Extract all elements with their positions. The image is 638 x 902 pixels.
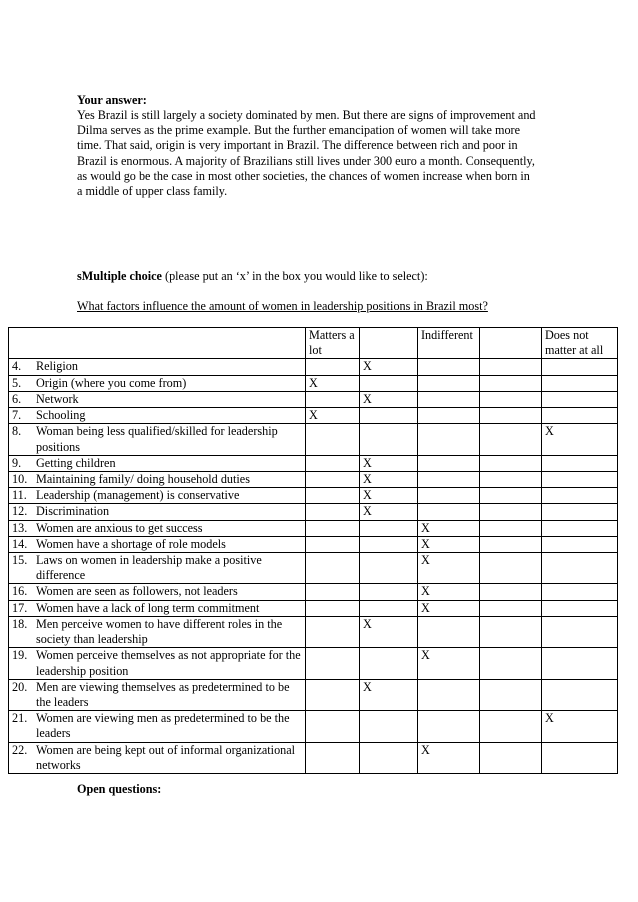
table-row bbox=[9, 488, 618, 504]
table-row bbox=[9, 504, 618, 520]
table-row bbox=[9, 471, 618, 487]
factor-text: Women are viewing men as predetermined to be the leaders bbox=[36, 711, 290, 741]
factor-text: Maintaining family/ doing household duties bbox=[36, 471, 250, 486]
answer-line: time. That said, origin is very important in Brazil. The difference between rich and poor in bbox=[77, 138, 518, 153]
factor-cell bbox=[9, 600, 306, 616]
selection-box[interactable] bbox=[480, 375, 542, 391]
factor-number: 13. bbox=[12, 520, 28, 535]
selection-box[interactable] bbox=[418, 359, 480, 375]
table-row bbox=[9, 520, 618, 536]
factor-cell bbox=[9, 424, 306, 455]
selection-box[interactable] bbox=[306, 455, 360, 471]
factor-cell bbox=[9, 471, 306, 487]
factor-number: 18. bbox=[12, 616, 28, 631]
selection-box[interactable] bbox=[306, 616, 360, 647]
column-header bbox=[9, 328, 306, 359]
table-header-row bbox=[9, 328, 618, 359]
answer-heading: Your answer: bbox=[77, 93, 147, 107]
selection-box[interactable] bbox=[360, 648, 418, 679]
selection-box[interactable]: X bbox=[418, 536, 480, 552]
selection-box[interactable] bbox=[360, 600, 418, 616]
factor-text: Men perceive women to have different roles in the society than leadership bbox=[36, 616, 283, 647]
table-row bbox=[9, 553, 618, 584]
selection-box[interactable] bbox=[480, 408, 542, 424]
selection-box[interactable]: X bbox=[360, 679, 418, 710]
factor-cell bbox=[9, 536, 306, 552]
answer-line: as would go be the case in most other societies, the chances of women increase when born in bbox=[77, 168, 530, 183]
selection-box[interactable]: X bbox=[418, 648, 480, 679]
selection-box[interactable] bbox=[542, 488, 618, 504]
factor-number: 7. bbox=[12, 408, 22, 423]
column-header bbox=[480, 328, 542, 359]
selection-box[interactable] bbox=[480, 711, 542, 742]
answer-text bbox=[77, 108, 577, 199]
selection-box[interactable] bbox=[360, 375, 418, 391]
selection-box[interactable] bbox=[542, 359, 618, 375]
factor-text: Religion bbox=[36, 359, 78, 374]
answer-line: Yes Brazil is still largely a society dominated by men. But there are signs of improvement and bbox=[77, 108, 536, 122]
factor-number: 21. bbox=[12, 711, 28, 726]
selection-box[interactable] bbox=[542, 679, 618, 710]
factor-cell bbox=[9, 375, 306, 391]
factor-text: Laws on women in leadership make a positive difference bbox=[36, 553, 262, 583]
selection-box[interactable] bbox=[306, 520, 360, 536]
factor-number: 9. bbox=[12, 455, 22, 470]
factor-number: 14. bbox=[12, 536, 28, 551]
selection-box[interactable] bbox=[306, 711, 360, 742]
table-row bbox=[9, 408, 618, 424]
selection-box[interactable] bbox=[360, 520, 418, 536]
column-header: Matters a lot bbox=[306, 328, 360, 359]
factor-number: 17. bbox=[12, 600, 28, 615]
selection-box[interactable] bbox=[418, 488, 480, 504]
factor-cell bbox=[9, 742, 306, 773]
selection-box[interactable] bbox=[306, 553, 360, 584]
selection-box[interactable]: X bbox=[418, 600, 480, 616]
selection-box[interactable] bbox=[306, 391, 360, 407]
selection-box[interactable] bbox=[480, 584, 542, 600]
selection-box[interactable] bbox=[542, 408, 618, 424]
table-row bbox=[9, 391, 618, 407]
factor-number: 16. bbox=[12, 584, 28, 599]
factor-text: Leadership (management) is conservative bbox=[36, 488, 240, 503]
selection-box[interactable] bbox=[480, 553, 542, 584]
selection-box[interactable] bbox=[418, 471, 480, 487]
selection-box[interactable]: X bbox=[306, 375, 360, 391]
selection-box[interactable] bbox=[306, 504, 360, 520]
table-row bbox=[9, 536, 618, 552]
selection-box[interactable] bbox=[542, 504, 618, 520]
factor-cell bbox=[9, 359, 306, 375]
selection-box[interactable]: X bbox=[360, 504, 418, 520]
factor-text: Origin (where you come from) bbox=[36, 375, 187, 390]
table-row bbox=[9, 375, 618, 391]
selection-box[interactable] bbox=[306, 600, 360, 616]
factor-cell bbox=[9, 520, 306, 536]
selection-box[interactable]: X bbox=[360, 488, 418, 504]
answer-line: Brazil is enormous. A majority of Brazilians still lives under 300 euro a month. Consequently, bbox=[77, 153, 535, 168]
selection-box[interactable]: X bbox=[360, 391, 418, 407]
selection-box[interactable] bbox=[306, 424, 360, 455]
selection-box[interactable] bbox=[306, 471, 360, 487]
selection-box[interactable] bbox=[542, 648, 618, 679]
selection-box[interactable]: X bbox=[360, 616, 418, 647]
table-row bbox=[9, 424, 618, 455]
table-row bbox=[9, 711, 618, 742]
table-row bbox=[9, 679, 618, 710]
selection-box[interactable] bbox=[306, 584, 360, 600]
factor-cell bbox=[9, 408, 306, 424]
selection-box[interactable] bbox=[542, 600, 618, 616]
selection-box[interactable] bbox=[360, 536, 418, 552]
selection-box[interactable] bbox=[480, 648, 542, 679]
factor-cell bbox=[9, 616, 306, 647]
selection-box[interactable] bbox=[306, 488, 360, 504]
selection-box[interactable]: X bbox=[360, 359, 418, 375]
factor-text: Getting children bbox=[36, 455, 116, 470]
selection-box[interactable] bbox=[306, 359, 360, 375]
factor-cell bbox=[9, 504, 306, 520]
column-header: Does not matter at all bbox=[542, 328, 618, 359]
open-questions-heading: Open questions: bbox=[77, 782, 162, 796]
factor-number: 12. bbox=[12, 504, 28, 519]
factor-text: Men are viewing themselves as predetermined to be the leaders bbox=[36, 679, 290, 709]
factor-cell bbox=[9, 679, 306, 710]
factor-cell bbox=[9, 455, 306, 471]
factor-number: 20. bbox=[12, 679, 28, 694]
factor-number: 19. bbox=[12, 648, 28, 663]
column-header: Indifferent bbox=[418, 328, 480, 359]
table-row bbox=[9, 742, 618, 773]
table-row bbox=[9, 455, 618, 471]
selection-box[interactable] bbox=[360, 424, 418, 455]
selection-box[interactable] bbox=[480, 504, 542, 520]
selection-box[interactable] bbox=[480, 471, 542, 487]
selection-box[interactable] bbox=[418, 424, 480, 455]
selection-box[interactable] bbox=[418, 679, 480, 710]
selection-box[interactable] bbox=[542, 391, 618, 407]
selection-box[interactable] bbox=[480, 679, 542, 710]
selection-box[interactable] bbox=[418, 408, 480, 424]
selection-box[interactable] bbox=[480, 424, 542, 455]
table-row bbox=[9, 600, 618, 616]
factor-number: 8. bbox=[12, 424, 22, 439]
factor-cell bbox=[9, 648, 306, 679]
selection-box[interactable] bbox=[542, 553, 618, 584]
factor-text: Schooling bbox=[36, 408, 86, 423]
selection-box[interactable] bbox=[542, 742, 618, 773]
answer-line: a middle of upper class family. bbox=[77, 184, 228, 199]
factor-cell bbox=[9, 584, 306, 600]
selection-box[interactable]: X bbox=[360, 455, 418, 471]
table-row bbox=[9, 359, 618, 375]
multiple-choice-label: sMultiple choice bbox=[77, 269, 162, 283]
factor-cell bbox=[9, 553, 306, 584]
selection-box[interactable] bbox=[418, 711, 480, 742]
selection-box[interactable]: X bbox=[542, 711, 618, 742]
factor-number: 5. bbox=[12, 375, 22, 390]
factor-number: 4. bbox=[12, 359, 22, 374]
selection-box[interactable]: X bbox=[418, 553, 480, 584]
selection-box[interactable] bbox=[418, 455, 480, 471]
selection-box[interactable] bbox=[480, 455, 542, 471]
selection-box[interactable] bbox=[480, 742, 542, 773]
factor-text: Women have a shortage of role models bbox=[36, 536, 226, 551]
selection-box[interactable] bbox=[480, 600, 542, 616]
selection-box[interactable]: X bbox=[418, 520, 480, 536]
factor-number: 11. bbox=[12, 488, 27, 503]
selection-box[interactable] bbox=[542, 616, 618, 647]
factor-table bbox=[8, 327, 618, 774]
selection-box[interactable] bbox=[480, 391, 542, 407]
selection-box[interactable] bbox=[480, 536, 542, 552]
selection-box[interactable]: X bbox=[542, 424, 618, 455]
factor-text: Women are being kept out of informal organizational networks bbox=[36, 742, 296, 772]
factor-text: Women are anxious to get success bbox=[36, 520, 203, 535]
factor-text: Woman being less qualified/skilled for leadership positions bbox=[36, 424, 278, 454]
column-header bbox=[360, 328, 418, 359]
selection-box[interactable] bbox=[480, 616, 542, 647]
selection-box[interactable] bbox=[418, 375, 480, 391]
table-row bbox=[9, 648, 618, 679]
selection-box[interactable] bbox=[418, 391, 480, 407]
selection-box[interactable] bbox=[418, 504, 480, 520]
factor-text: Women are seen as followers, not leaders bbox=[36, 584, 238, 599]
selection-box[interactable] bbox=[418, 616, 480, 647]
factor-number: 6. bbox=[12, 391, 22, 406]
selection-box[interactable] bbox=[360, 584, 418, 600]
factor-cell bbox=[9, 391, 306, 407]
factor-cell bbox=[9, 711, 306, 742]
factor-text: Discrimination bbox=[36, 504, 110, 519]
selection-box[interactable] bbox=[360, 553, 418, 584]
selection-box[interactable] bbox=[360, 408, 418, 424]
selection-box[interactable] bbox=[480, 520, 542, 536]
factor-cell bbox=[9, 488, 306, 504]
selection-box[interactable]: X bbox=[360, 471, 418, 487]
selection-box[interactable] bbox=[306, 648, 360, 679]
selection-box[interactable]: X bbox=[418, 742, 480, 773]
selection-box[interactable] bbox=[306, 679, 360, 710]
multiple-choice-instruction bbox=[77, 269, 428, 284]
selection-box[interactable] bbox=[306, 536, 360, 552]
selection-box[interactable] bbox=[542, 455, 618, 471]
selection-box[interactable] bbox=[480, 359, 542, 375]
answer-line: Dilma serves as the prime example. But the further emancipation of women will take more bbox=[77, 123, 521, 138]
instruction-text: (please put an ‘x’ in the box you would like to select): bbox=[161, 269, 428, 283]
factor-text: Women have a lack of long term commitment bbox=[36, 600, 260, 615]
selection-box[interactable] bbox=[542, 520, 618, 536]
selection-box[interactable] bbox=[360, 742, 418, 773]
selection-box[interactable]: X bbox=[306, 408, 360, 424]
selection-box[interactable] bbox=[542, 471, 618, 487]
factor-number: 15. bbox=[12, 553, 28, 568]
selection-box[interactable] bbox=[480, 488, 542, 504]
selection-box[interactable] bbox=[306, 742, 360, 773]
selection-box[interactable] bbox=[542, 584, 618, 600]
selection-box[interactable]: X bbox=[418, 584, 480, 600]
selection-box[interactable] bbox=[360, 711, 418, 742]
factor-number: 10. bbox=[12, 471, 28, 486]
survey-question: What factors influence the amount of women in leadership positions in Brazil most? bbox=[77, 299, 488, 313]
table-row bbox=[9, 584, 618, 600]
table-row bbox=[9, 616, 618, 647]
factor-number: 22. bbox=[12, 742, 28, 757]
factor-text: Network bbox=[36, 391, 79, 406]
factor-text: Women perceive themselves as not appropriate for the leadership position bbox=[36, 648, 301, 678]
selection-box[interactable] bbox=[542, 375, 618, 391]
selection-box[interactable] bbox=[542, 536, 618, 552]
